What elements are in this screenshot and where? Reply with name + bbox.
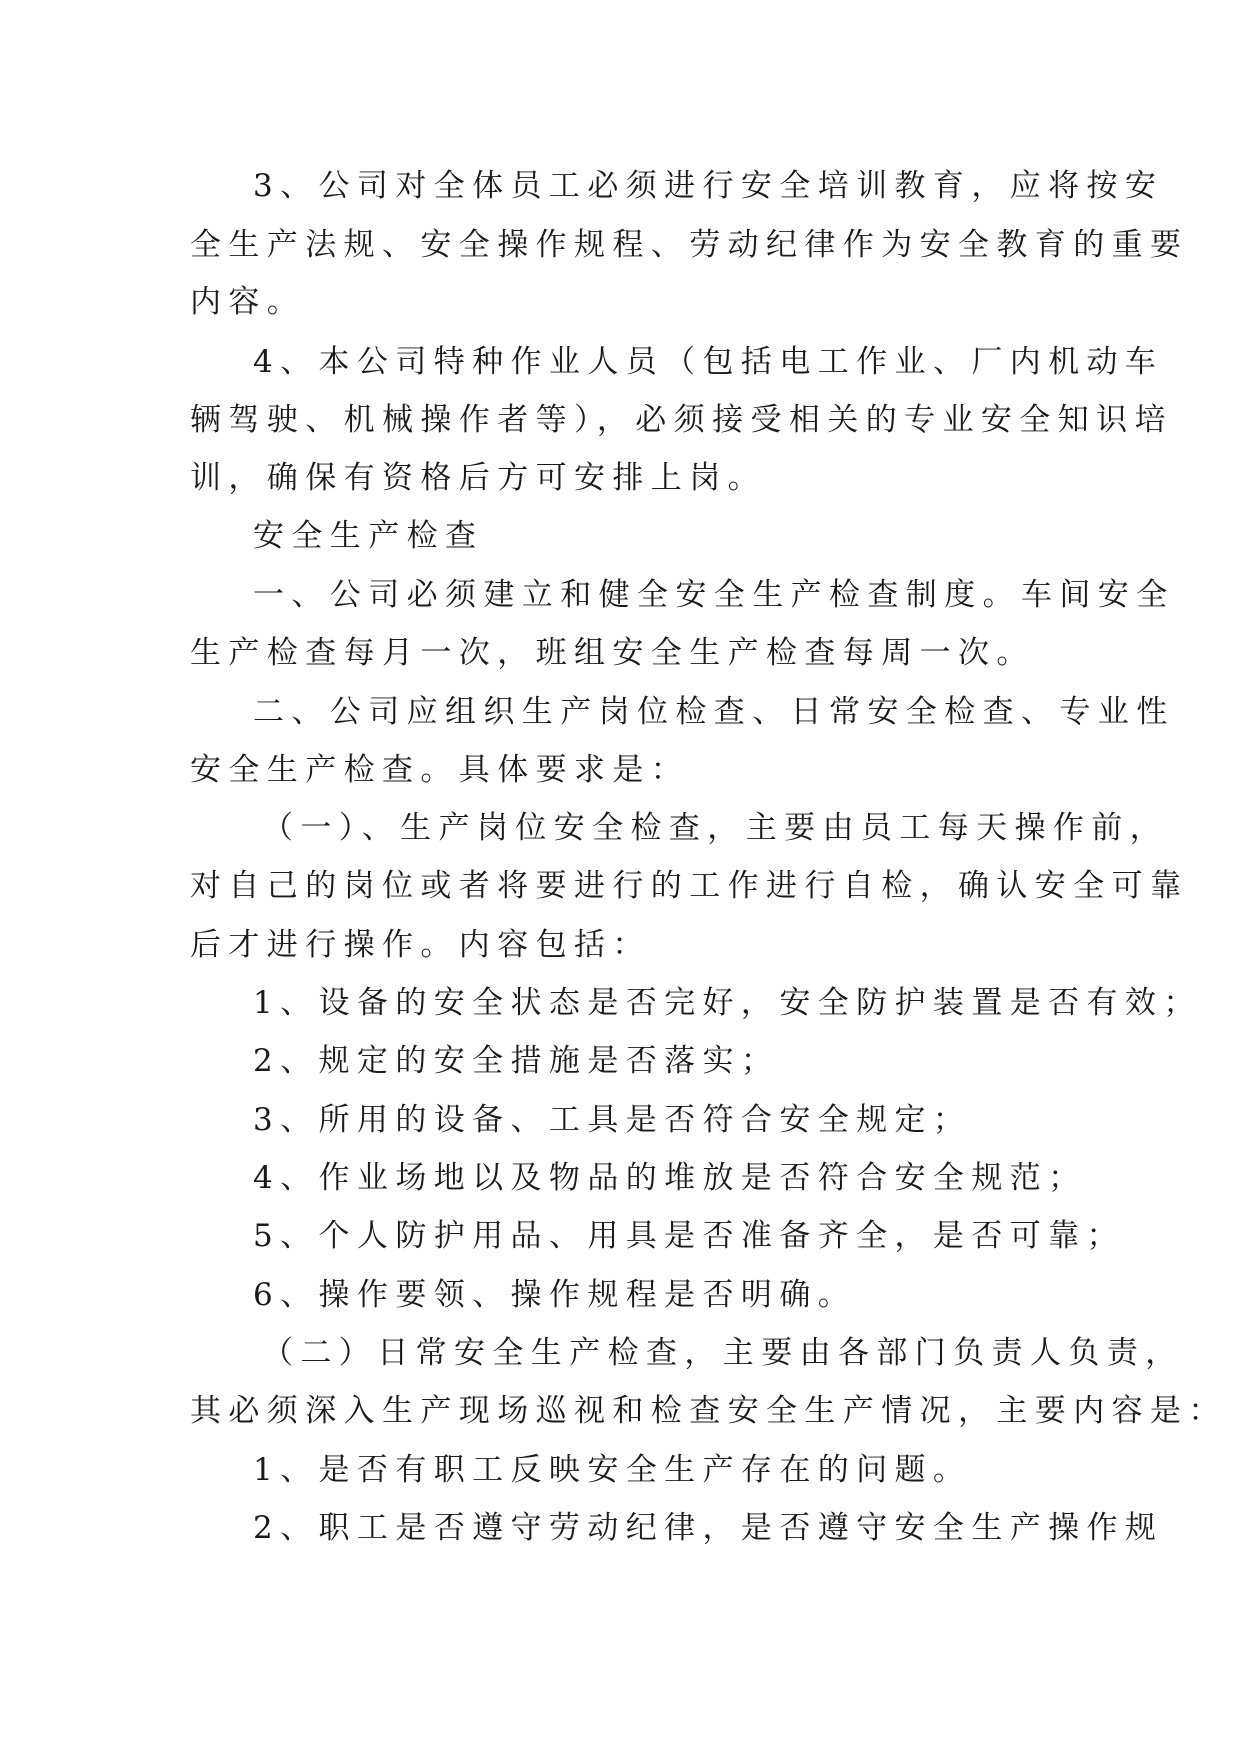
list-item-3: 3、所用的设备、工具是否符合安全规定；: [253, 1102, 972, 1138]
list-item-4: 4、作业场地以及物品的堆放是否符合安全规范；: [253, 1160, 1087, 1196]
list-item-1: 1、设备的安全状态是否完好，安全防护装置是否有效；: [253, 985, 1202, 1021]
text-line-10: 二、公司应组织生产岗位检查、日常安全检查、专业性: [253, 694, 1175, 730]
list-item-6: 6、操作要领、操作规程是否明确。: [253, 1277, 857, 1313]
text-line-4: 4、本公司特种作业人员（包括电工作业、厂内机动车: [253, 344, 1164, 380]
text-line-6: 训，确保有资格后方可安排上岗。: [190, 460, 766, 496]
text-line-2: 全生产法规、安全操作规程、劳动纪律作为安全教育的重要: [190, 227, 1189, 263]
list-item-7: 1、是否有职工反映安全生产存在的问题。: [253, 1452, 972, 1488]
list-item-5: 5、个人防护用品、用具是否准备齐全，是否可靠；: [253, 1218, 1125, 1254]
text-line-9: 生产检查每月一次，班组安全生产检查每周一次。: [190, 635, 1035, 671]
text-line-12: （一）、生产岗位安全检查，主要由员工每天操作前，: [262, 810, 1169, 846]
text-line-21: （二）日常安全生产检查，主要由各部门负责人负责，: [262, 1335, 1184, 1371]
text-line-13: 对自己的岗位或者将要进行的工作进行自检，确认安全可靠: [190, 868, 1189, 904]
text-line-22: 其必须深入生产现场巡视和检查安全生产情况，主要内容是：: [190, 1393, 1227, 1429]
text-line-11: 安全生产检查。具体要求是：: [190, 752, 690, 788]
text-line-5: 辆驾驶、机械操作者等），必须接受相关的专业安全知识培: [190, 402, 1173, 438]
list-item-8: 2、职工是否遵守劳动纪律，是否遵守安全生产操作规: [253, 1510, 1164, 1546]
section-heading: 安全生产检查: [253, 518, 484, 554]
text-line-8: 一、公司必须建立和健全安全生产检查制度。车间安全: [253, 577, 1175, 613]
text-line-14: 后才进行操作。内容包括：: [190, 927, 651, 963]
list-item-2: 2、规定的安全措施是否落实；: [253, 1043, 780, 1079]
text-line-1: 3、公司对全体员工必须进行安全培训教育，应将按安: [253, 168, 1164, 204]
text-line-3: 内容。: [190, 284, 306, 320]
